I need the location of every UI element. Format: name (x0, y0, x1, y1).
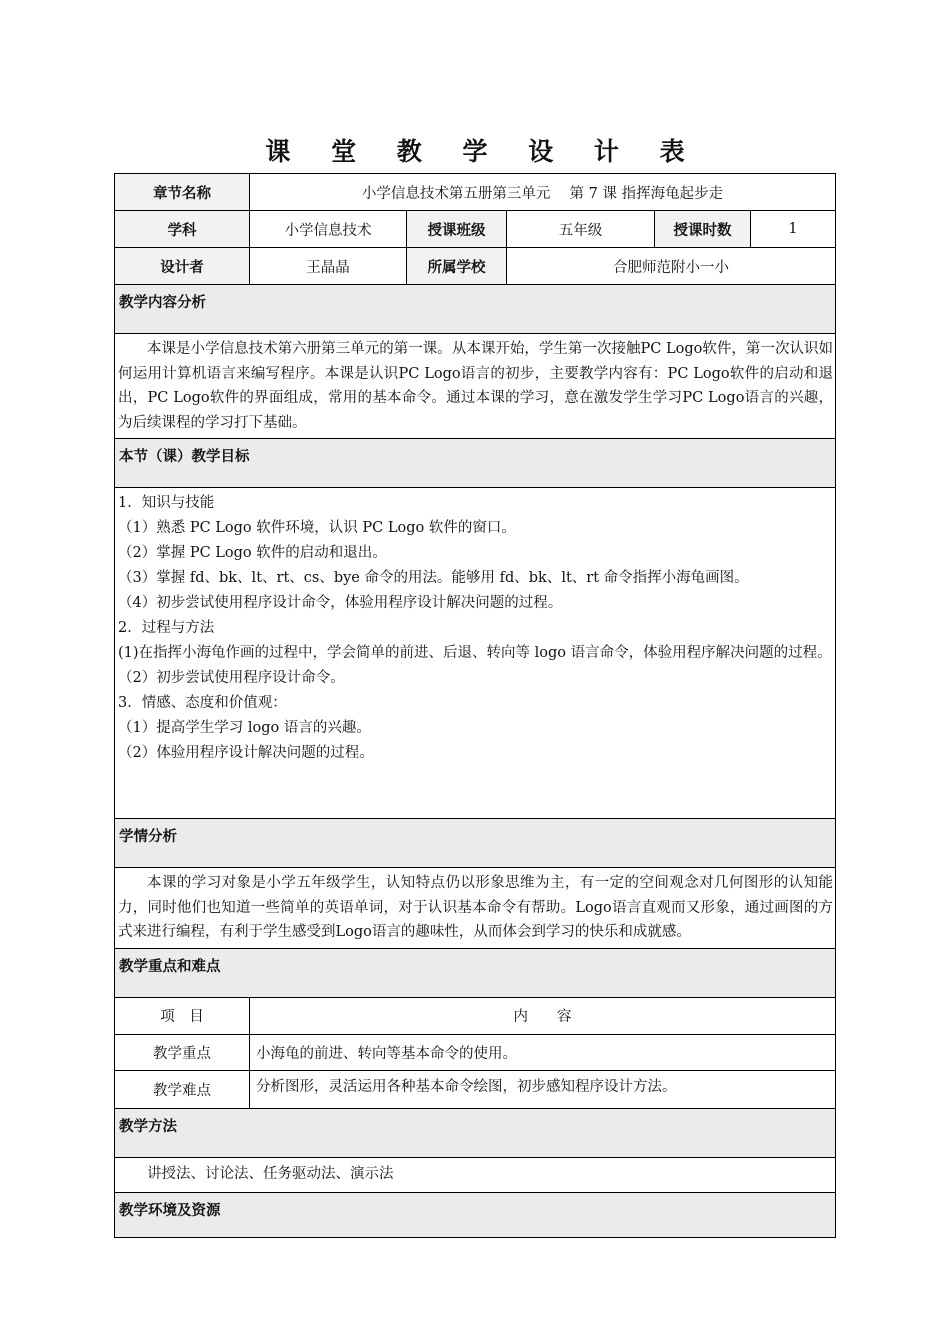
key-points-heading-row (115, 948, 836, 997)
goal-line: （4）初步尝试使用程序设计命令，体验用程序设计解决问题的过程。 (118, 595, 563, 611)
class-value: 五年级 (507, 211, 655, 248)
methods-heading: 教学方法 (115, 1108, 836, 1157)
subject-row (115, 211, 836, 248)
environment-heading: 教学环境及资源 (115, 1192, 836, 1237)
goal-line: (1)在指挥小海龟作画的过程中，学会简单的前进、后退、转向等 logo 语言命令，体验用程序解决问题的过程。 (118, 645, 832, 661)
col-content-header: 内 容 (250, 997, 836, 1034)
content-analysis-heading-row (115, 285, 836, 334)
methods-row (115, 1157, 836, 1192)
environment-heading-row (115, 1192, 836, 1237)
learner-analysis-row (115, 868, 836, 949)
goals-heading-row (115, 439, 836, 488)
goals-heading: 本节（课）教学目标 (115, 439, 836, 488)
chapter-row (115, 174, 836, 211)
chapter-label: 章节名称 (115, 174, 250, 211)
goal-line: （1）熟悉 PC Logo 软件环境，认识 PC Logo 软件的窗口。 (118, 520, 516, 536)
key-points-heading: 教学重点和难点 (115, 948, 836, 997)
key-point-text: 小海龟的前进、转向等基本命令的使用。 (250, 1034, 836, 1070)
content-analysis-heading: 教学内容分析 (115, 285, 836, 334)
methods-text: 讲授法、讨论法、任务驱动法、演示法 (147, 1166, 394, 1183)
goal-line: （3）掌握 fd、bk、lt、rt、cs、bye 命令的用法。能够用 fd、bk、lt、rt 命令指挥小海龟画图。 (118, 570, 749, 586)
school-value: 合肥师范附小一小 (507, 248, 836, 285)
subject-label: 学科 (115, 211, 250, 248)
col-item-header: 项 目 (115, 997, 250, 1034)
key-points-header-row (115, 997, 836, 1034)
goal-line: （1）提高学生学习 logo 语言的兴趣。 (118, 720, 371, 736)
key-point-row (115, 1034, 836, 1070)
page-title: 课 堂 教 学 设 计 表 (265, 137, 701, 166)
school-label: 所属学校 (407, 248, 507, 285)
key-point-label: 教学重点 (115, 1034, 250, 1070)
goal-line: （2）掌握 PC Logo 软件的启动和退出。 (118, 545, 387, 561)
learner-analysis-heading-row (115, 819, 836, 868)
designer-value: 王晶晶 (250, 248, 407, 285)
hard-point-label: 教学难点 (115, 1070, 250, 1108)
goal-line: 3．情感、态度和价值观： (118, 695, 287, 711)
class-label: 授课班级 (407, 211, 507, 248)
goal-line: （2）初步尝试使用程序设计命令。 (118, 670, 345, 686)
learner-analysis-cell (115, 868, 836, 949)
content-analysis-row (115, 334, 836, 439)
goal-line: 2．过程与方法 (118, 620, 215, 636)
goal-line: 1．知识与技能 (118, 495, 215, 511)
methods-heading-row (115, 1108, 836, 1157)
learner-analysis-text: 本课的学习对象是小学五年级学生，认知特点仍以形象思维为主，有一定的空间观念对几何图形的认知能力，同时他们也知道一些简单的英语单词，对于认识基本命令有帮助。Logo语言直观而又形象，通过画图的方式来进行编程，有利于学生感受到Logo语言的趣味性，从而体会到学习的快乐和成就感。 (118, 875, 834, 940)
designer-row (115, 248, 836, 285)
chapter-value: 小学信息技术第五册第三单元 第 7 课 指挥海龟起步走 (250, 174, 836, 211)
hard-point-text: 分析图形，灵活运用各种基本命令绘图，初步感知程序设计方法。 (250, 1070, 836, 1108)
subject-value: 小学信息技术 (250, 211, 407, 248)
goals-row (115, 488, 836, 819)
lesson-design-table (114, 173, 836, 1238)
goals-cell (115, 488, 836, 819)
hard-point-row (115, 1070, 836, 1108)
learner-analysis-heading: 学情分析 (115, 819, 836, 868)
content-analysis-text: 本课是小学信息技术第六册第三单元的第一课。从本课开始，学生第一次接触PC Logo软件，第一次认识如何运用计算机语言来编写程序。本课是认识PC Logo语言的初步，主要教学内容有：PC Logo软件的启动和退出，PC Logo软件的界面组成，常用的基本命令。通过本课的学习，意在激发学生学习PC Logo语言的兴趣，为后续课程的学习打下基础。 (118, 341, 834, 431)
hours-label: 授课时数 (655, 211, 751, 248)
designer-label: 设计者 (115, 248, 250, 285)
hours-value: 1 (751, 211, 836, 248)
content-analysis-cell (115, 334, 836, 439)
goal-line: （2）体验用程序设计解决问题的过程。 (118, 745, 374, 761)
methods-cell (115, 1157, 836, 1192)
